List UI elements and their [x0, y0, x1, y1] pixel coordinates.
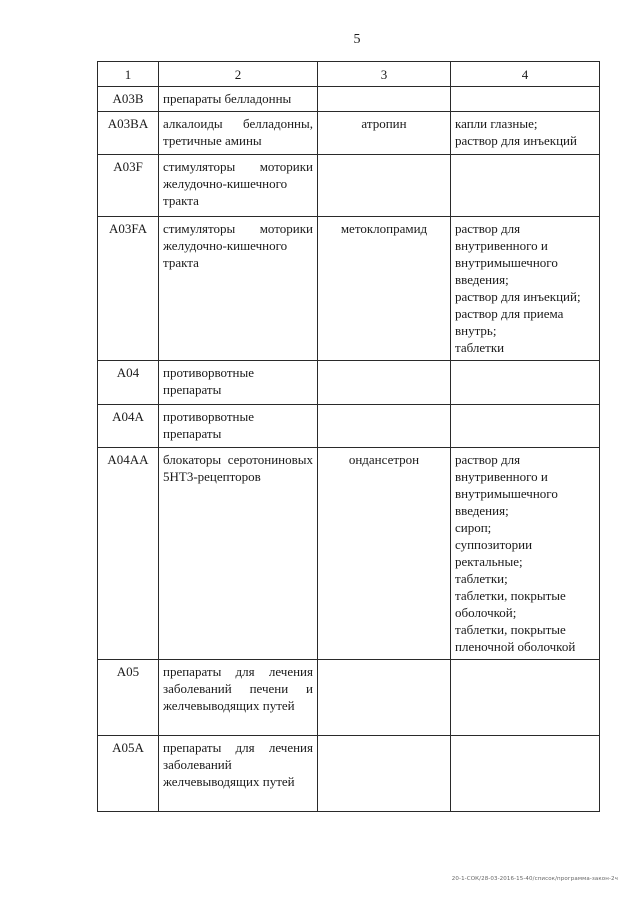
inn-cell: метоклопрамид [318, 217, 451, 361]
group-name-cell: препараты белладонны [159, 87, 318, 112]
column-header-4: 4 [451, 62, 600, 87]
inn-cell [318, 405, 451, 448]
table-body [98, 87, 600, 812]
group-name-cell: противорвотные препараты [159, 361, 318, 405]
group-name-cell: препараты для лечения заболеваний желчевыводящих путей [159, 736, 318, 812]
inn-cell: атропин [318, 112, 451, 155]
group-name-cell: алкалоиды белладонны, третичные амины [159, 112, 318, 155]
dosage-forms-cell: раствор для внутривенного и внутримышечного введения; раствор для инъекций; раствор для приема внутрь; таблетки [451, 217, 600, 361]
dosage-forms-cell [451, 87, 600, 112]
group-name-cell: препараты для лечения заболеваний печени и желчевыводящих путей [159, 660, 318, 736]
inn-cell [318, 87, 451, 112]
group-name-cell: блокаторы серотониновых 5HT3-рецепторов [159, 448, 318, 660]
inn-cell [318, 660, 451, 736]
atc-code-cell: A04A [98, 405, 159, 448]
table-row [98, 448, 600, 660]
inn-cell [318, 361, 451, 405]
group-name-cell: стимуляторы моторики желудочно-кишечного тракта [159, 155, 318, 217]
dosage-forms-cell: капли глазные; раствор для инъекций [451, 112, 600, 155]
dosage-forms-cell [451, 660, 600, 736]
page-number: 5 [353, 32, 361, 47]
column-header-2: 2 [159, 62, 318, 87]
column-header-3: 3 [318, 62, 451, 87]
dosage-forms-cell [451, 361, 600, 405]
table-row [98, 217, 600, 361]
table-row [98, 112, 600, 155]
drug-list-table [97, 61, 600, 812]
table-row [98, 155, 600, 217]
dosage-forms-cell [451, 405, 600, 448]
inn-cell [318, 736, 451, 812]
table-row [98, 660, 600, 736]
dosage-forms-cell: раствор для внутривенного и внутримышечного введения; сироп; суппозитории ректальные; таблетки; таблетки, покрытые оболочкой; таблетки, покрытые пленочной оболочкой [451, 448, 600, 660]
dosage-forms-cell [451, 155, 600, 217]
table-row [98, 361, 600, 405]
atc-code-cell: A03B [98, 87, 159, 112]
table-row [98, 736, 600, 812]
inn-cell: ондансетрон [318, 448, 451, 660]
table-row [98, 405, 600, 448]
group-name-cell: стимуляторы моторики желудочно-кишечного тракта [159, 217, 318, 361]
inn-cell [318, 155, 451, 217]
atc-code-cell: A05A [98, 736, 159, 812]
atc-code-cell: A03BA [98, 112, 159, 155]
table-row [98, 87, 600, 112]
atc-code-cell: A04 [98, 361, 159, 405]
atc-code-cell: A05 [98, 660, 159, 736]
table-header-row [98, 62, 600, 87]
atc-code-cell: A04AA [98, 448, 159, 660]
group-name-cell: противорвотные препараты [159, 405, 318, 448]
atc-code-cell: A03FA [98, 217, 159, 361]
dosage-forms-cell [451, 736, 600, 812]
column-header-1: 1 [98, 62, 159, 87]
atc-code-cell: A03F [98, 155, 159, 217]
footer-stamp: 20-1-СОК/28-03-2016-15-40/список/программа-закон-2ч [451, 876, 618, 882]
